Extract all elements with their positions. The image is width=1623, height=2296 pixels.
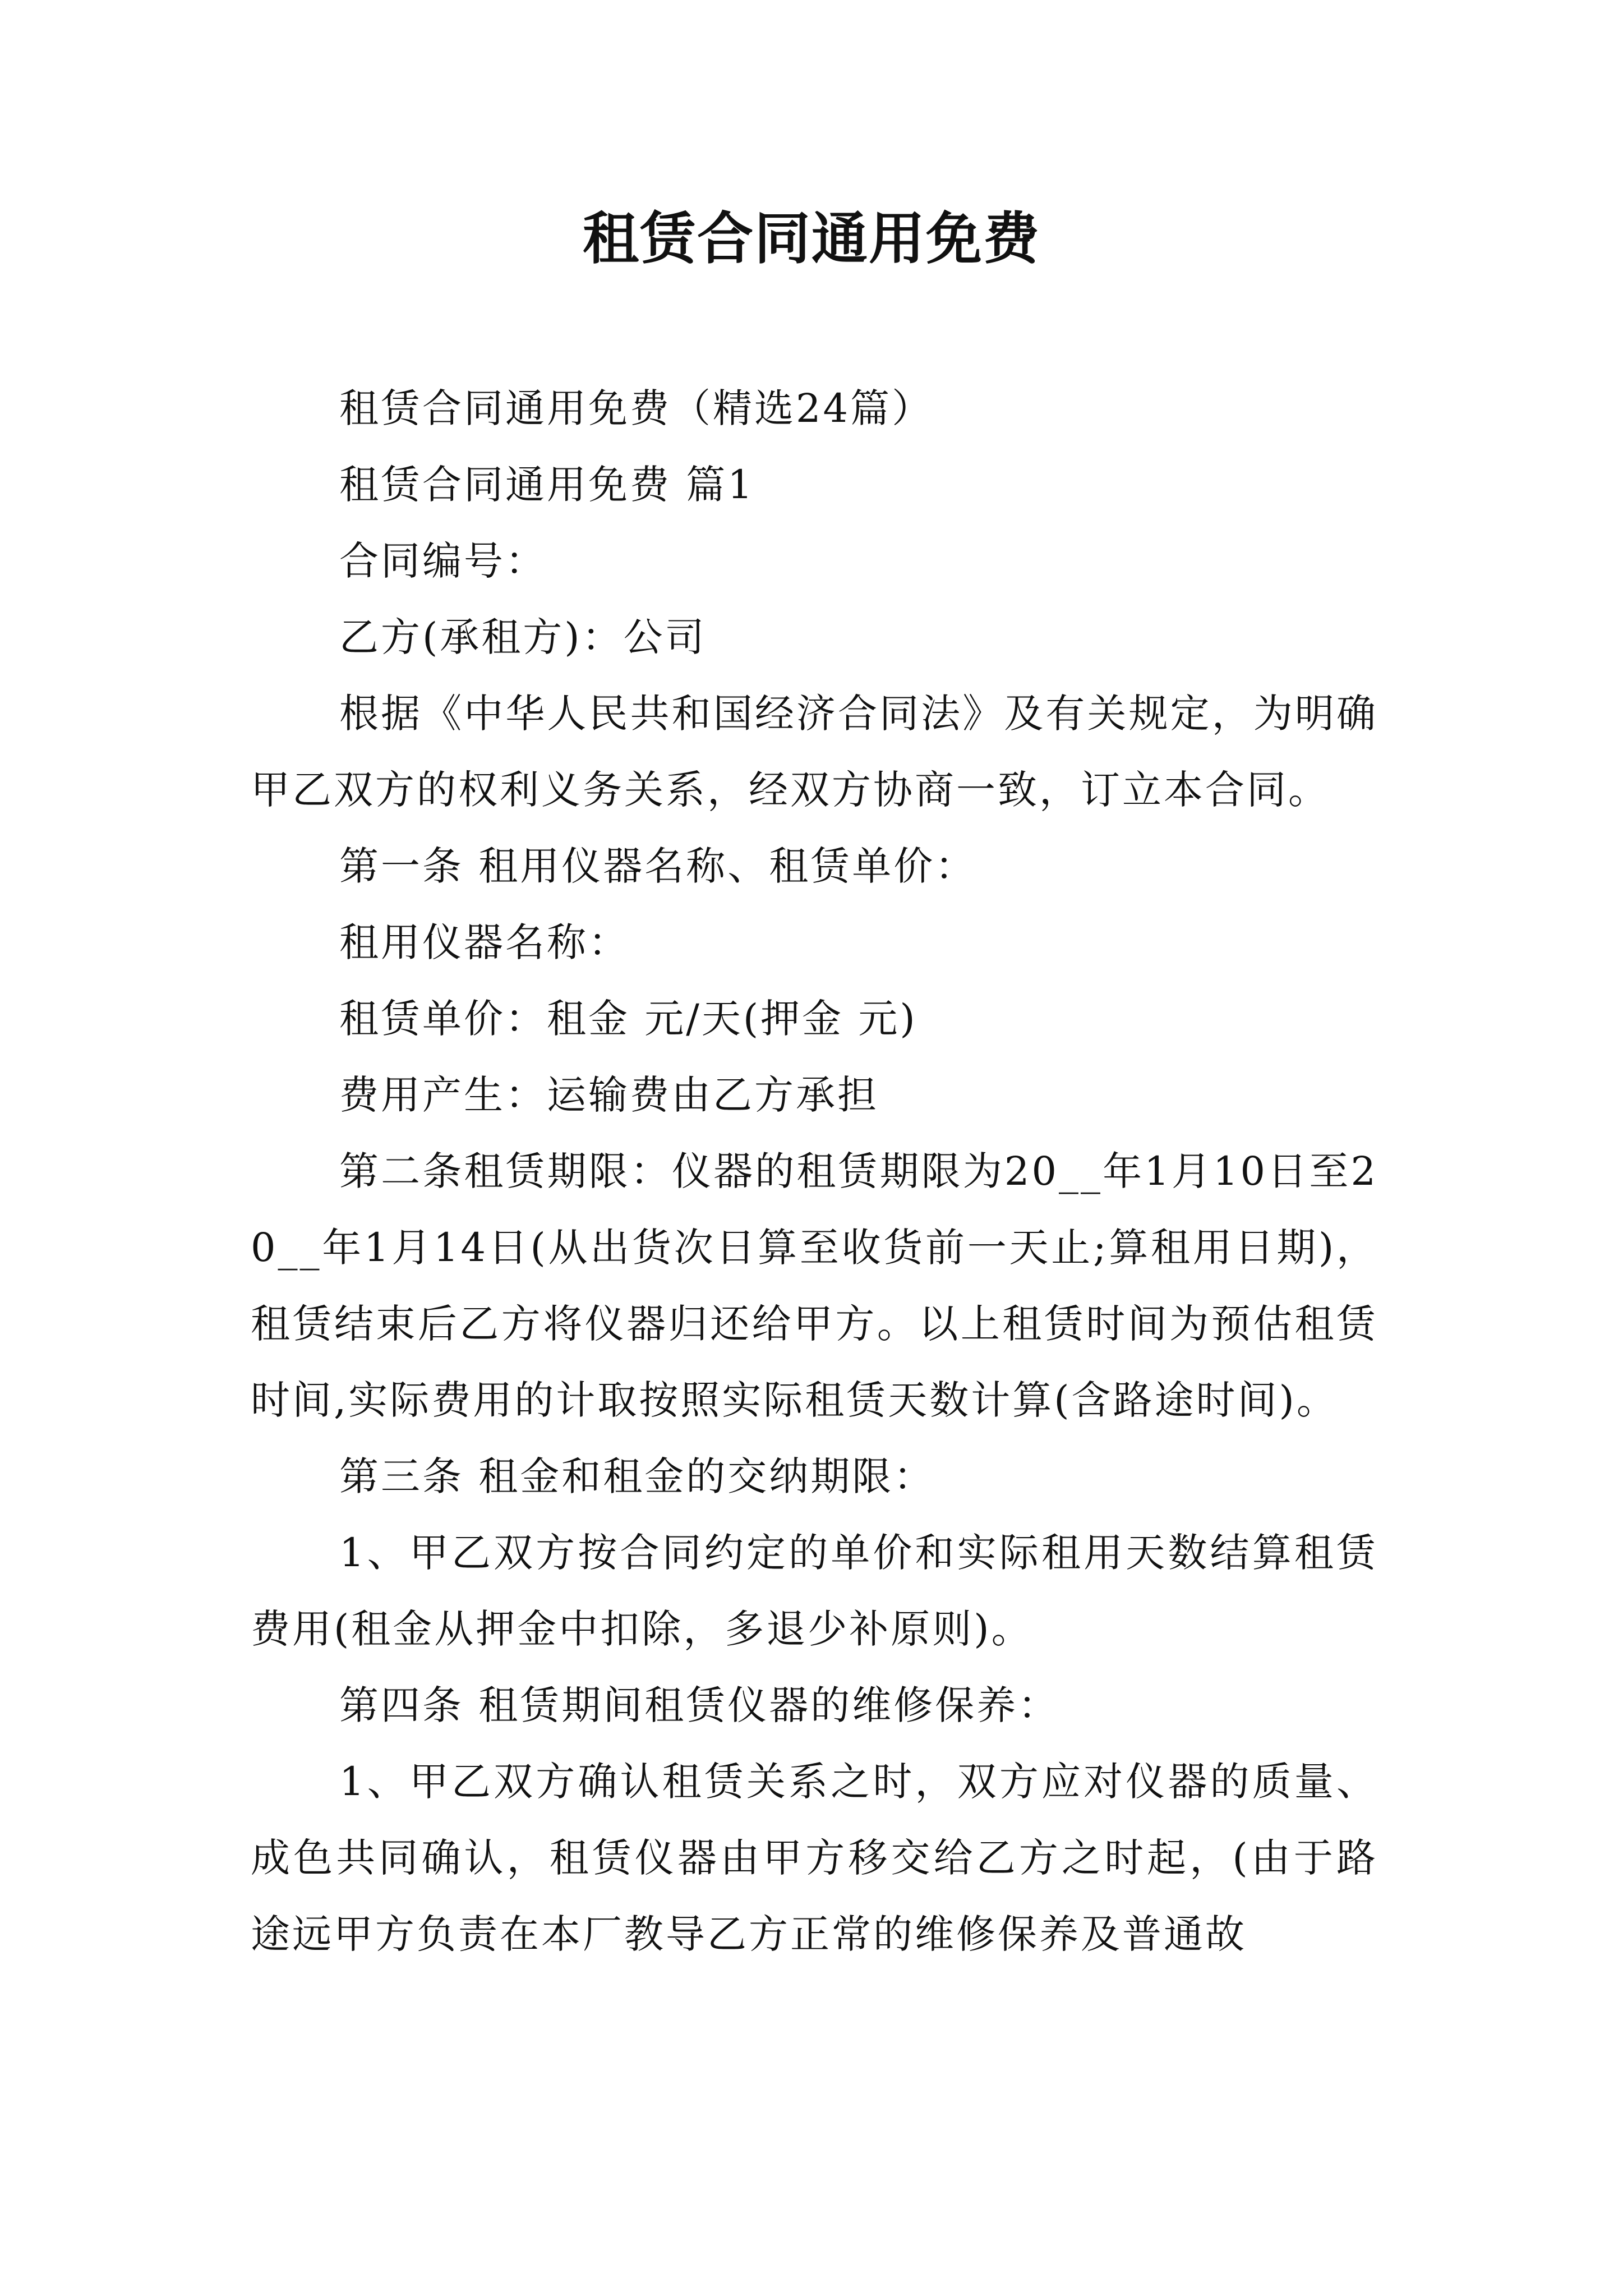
paragraph-instrument-name: 租用仪器名称：: [339, 919, 630, 965]
paragraph-article-1: 第一条 租用仪器名称、租赁单价：: [339, 843, 977, 889]
paragraph-article-3: 第三条 租金和租金的交纳期限：: [339, 1453, 935, 1499]
paragraph-unit-price: 租赁单价：租金 元/天(押金 元): [339, 996, 917, 1042]
paragraph-article-3-item-1: 1、甲乙双方按合同约定的单价和实际租用天数结算租赁费用(租金从押金中扣除，多退少补原则)。: [251, 1530, 1378, 1652]
paragraph-costs: 费用产生：运输费由乙方承担: [339, 1072, 879, 1118]
paragraph-article-4-item-1: 1、甲乙双方确认租赁关系之时，双方应对仪器的质量、成色共同确认，租赁仪器由甲方移交给乙方之时起，(由于路途远甲方负责在本厂教导乙方正常的维修保养及普通故: [251, 1759, 1378, 1957]
paragraph-preamble: 根据《中华人民共和国经济合同法》及有关规定，为明确甲乙双方的权利义务关系，经双方协商一致，订立本合同。: [251, 691, 1378, 813]
document-title: 租赁合同通用免费: [583, 205, 1040, 272]
paragraph-article-4: 第四条 租赁期间租赁仪器的维修保养：: [339, 1682, 1060, 1728]
paragraph-party-b: 乙方(承租方)：公司: [339, 614, 707, 660]
paragraph-contract-number: 合同编号：: [339, 538, 547, 584]
document-body: [251, 370, 1378, 1972]
paragraph-subtitle: 租赁合同通用免费（精选24篇）: [339, 385, 934, 431]
paragraph-article-2: 第二条租赁期限：仪器的租赁期限为20__年1月10日至20__年1月14日(从出货次日算至收货前一天止;算租用日期)，租赁结束后乙方将仪器归还给甲方。以上租赁时间为预估租赁时间,实际费用的计取按照实际租赁天数计算(含路途时间)。: [251, 1148, 1378, 1423]
paragraph-section-heading: 租赁合同通用免费 篇1: [339, 462, 755, 508]
